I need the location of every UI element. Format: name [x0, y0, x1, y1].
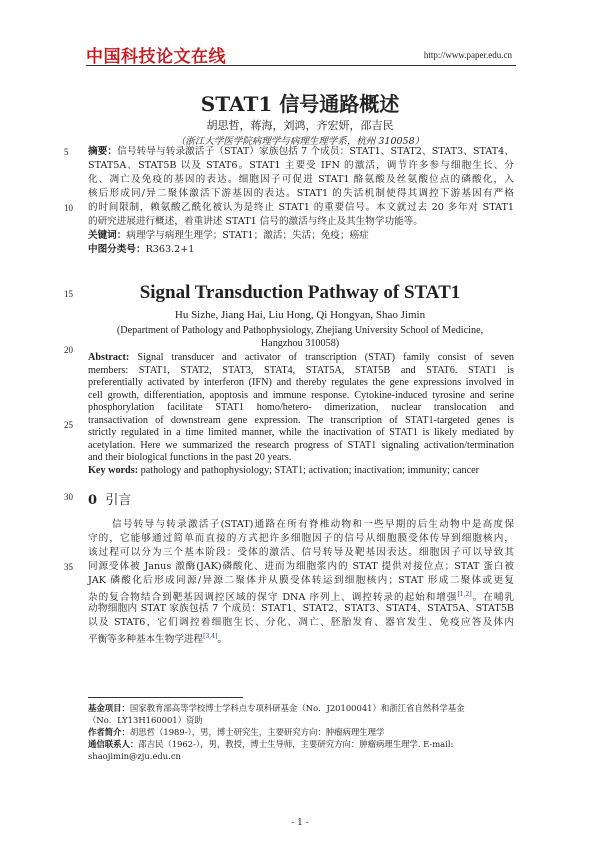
fund-text: 国家教育部高等学校博士学科点专项科研基金（No．J20100041）和浙江省自然科学基金: [129, 703, 465, 713]
abstract-cn-line: [88, 146, 514, 158]
abstract-en-line: phosphorylation facilitate STAT1 homo/hetero- dimerization, nuclear translocation and: [88, 402, 514, 413]
body-line: 信号转导与转录激活子(STAT)通路在所有脊椎动物和一些早期的后生动物中是高度保: [112, 519, 514, 530]
authors-cn: 胡思哲，蒋海，刘鸿，齐宏妍，邵吉民: [206, 119, 394, 132]
title-cn: STAT1 信号通路概述: [200, 92, 400, 116]
text: 平衡等多种基本生物学进程: [88, 634, 204, 646]
body-line: 守的，它能够通过简单而直接的方式把许多细胞因子的信号从细胞膜受体传导到细胞核内，: [88, 533, 514, 544]
body-line: 以及 STAT6，它们调控着细胞生长、分化、凋亡、胚胎发育、器官发生、免疫应答及体内: [88, 617, 514, 628]
footnote-divider: [88, 697, 243, 698]
abstract-cn-line: 化、凋亡及免疫的基因的表达。细胞因子可促进 STAT1 酪氨酸及丝氨酸位点的磷酸化，入: [88, 174, 514, 185]
footnote-contact: [88, 739, 453, 750]
footnote-fund-cont: （No．LY13H160001）资助: [88, 715, 203, 725]
abstract-cn-line: STAT5A、STAT5B 以及 STAT6。STAT1 主要受 IFN 的激活，调节许多参与细胞生长、分: [88, 160, 514, 171]
line-number: 15: [64, 289, 73, 299]
line-number: 20: [64, 345, 73, 355]
text: 。在哺乳: [471, 592, 515, 604]
keywords-en-text: pathology and pathophysiology; STAT1; activation; inactivation; immunity; cancer: [138, 464, 480, 476]
abstract-en-line: transactivation of downstream gene expression. The transcription of STAT1-targeted genes is: [88, 414, 514, 426]
keywords-en: [88, 465, 514, 477]
contact-text: 邵吉民（1962-），男，教授，博士生导师，主要研究方向：肿瘤病理生理学. E-mail:: [138, 739, 454, 749]
abstract-cn-line: 的研究进展进行概述，着重讲述 STAT1 信号的激活与终止及其生物学功能等。: [88, 216, 423, 227]
authors-en: Hu Sizhe, Jiang Hai, Liu Hong, Qi Hongyan, Shao Jimin: [174, 309, 426, 321]
abstract-en-line: and their biological functions in the past 20 years.: [88, 452, 292, 463]
body-line: 平衡等多种基本生物学进程[3,4]。: [88, 633, 227, 646]
abstract-cn-line: 的时间限制，赖氨酸乙酰化被认为是终止 STAT1 的重要信号。本文就过去 20 多年对 STAT1: [88, 202, 514, 213]
section-number: 0: [88, 493, 98, 508]
body-line: 动物细胞内 STAT 家族包括 7 个成员：STAT1、STAT2、STAT3、STAT4、STAT5A、STAT5B: [88, 603, 514, 614]
affiliation-en: (Department of Pathology and Pathophysiology, Zhejiang University School of Medicine,: [116, 325, 484, 336]
text: Signal transducer and activator of transcription (STAT) family consist of seven: [129, 352, 514, 363]
line-number: 35: [64, 562, 73, 572]
body-line: 同源受体被 Janus 激酶(JAK)磷酸化、进而为细胞浆内的 STAT 提供对接位点；STAT 蛋白被: [88, 561, 514, 572]
section-heading: [88, 489, 131, 508]
abstract-en-line: acetylation. Here we summarized the research progress of STAT1 signaling activation/termination: [88, 439, 514, 451]
classification-label: 中图分类号：: [88, 244, 146, 255]
line-number: 10: [64, 203, 73, 213]
contact-label: 通信联系人：: [88, 739, 139, 749]
abstract-en-line: [88, 352, 514, 364]
abstract-en-line: cell growth, differentiation, apoptosis and immune response. Cytokine-induced tyrosine and serine: [88, 389, 514, 401]
classification: [88, 244, 514, 256]
citation-link[interactable]: [1,2]: [457, 591, 472, 598]
site-logo: 中国科技论文在线: [86, 47, 226, 67]
keywords-cn: [88, 230, 514, 242]
site-url[interactable]: http://www.paper.edu.cn: [423, 50, 512, 60]
body-line: [88, 589, 514, 604]
header-divider: [86, 65, 516, 66]
classification-code: R363.2+1: [145, 244, 195, 255]
line-number: 25: [64, 420, 73, 430]
citation-link[interactable]: [3,4]: [203, 633, 218, 640]
keywords-cn-text: 病理学与病理生理学；STAT1；激活；失活；免疫；癌症: [126, 230, 369, 241]
text: 杂的复合物结合到靶基因调控区域的保守 DNA 序列上、调控转录的起始和增强: [88, 592, 458, 604]
abstract-cn-label: 摘要：: [88, 146, 118, 157]
author-text: 胡思哲（1989-），男，博士研究生，主要研究方向：肿瘤病理生理学: [129, 727, 385, 737]
section-title: 引言: [105, 493, 132, 508]
footnote-fund: [88, 703, 465, 714]
abstract-cn-line: 核后形成同/异二聚体激活下游基因的表达。STAT1 的失活机制使得其调控下游基因有严格: [88, 188, 514, 199]
affiliation-en-city: Hangzhou 310058): [260, 338, 340, 349]
keywords-cn-label: 关键词：: [88, 230, 127, 241]
line-number: 30: [64, 492, 73, 502]
title-en: Signal Transduction Pathway of STAT1: [139, 282, 461, 303]
affiliation-cn: （浙江大学医学院病理学与病理生理学系，杭州 310058）: [175, 136, 425, 147]
abstract-en-label: Abstract:: [88, 352, 130, 363]
body-line: JAK 磷酸化后形成同源/异源二聚体并从膜受体转运到细胞核内；STAT 形成二聚体或更复: [88, 575, 514, 586]
abstract-en-line: strictly regulated in a time limited manner, while the inactivation of STAT1 is likely mediated by: [88, 427, 514, 438]
page-number: - 1 -: [291, 818, 309, 828]
keywords-en-label: Key words:: [88, 464, 139, 476]
abstract-en-line: preferentially activated by interferon (IFN) and thereby regulates the gene expressions involved in: [88, 377, 514, 388]
fund-label: 基金项目：: [88, 703, 130, 713]
line-number: 5: [64, 147, 69, 157]
abstract-en-line: members: STAT1, STAT2, STAT3, STAT4, STAT5A, STAT5B and STAT6. STAT1 is: [88, 364, 514, 376]
contact-email[interactable]: shaojimin@zju.edu.cn: [88, 751, 181, 761]
author-label: 作者简介：: [88, 727, 130, 737]
footnote-author: [88, 727, 384, 738]
text: 信号转导与转录激活子（STAT）家族包括 7 个成员：STAT1、STAT2、STAT3、STAT4、: [117, 146, 514, 157]
body-line: 该过程可以分为三个基本阶段：受体的激活、信号转导及靶基因表达。细胞因子可以导致其: [88, 547, 514, 558]
